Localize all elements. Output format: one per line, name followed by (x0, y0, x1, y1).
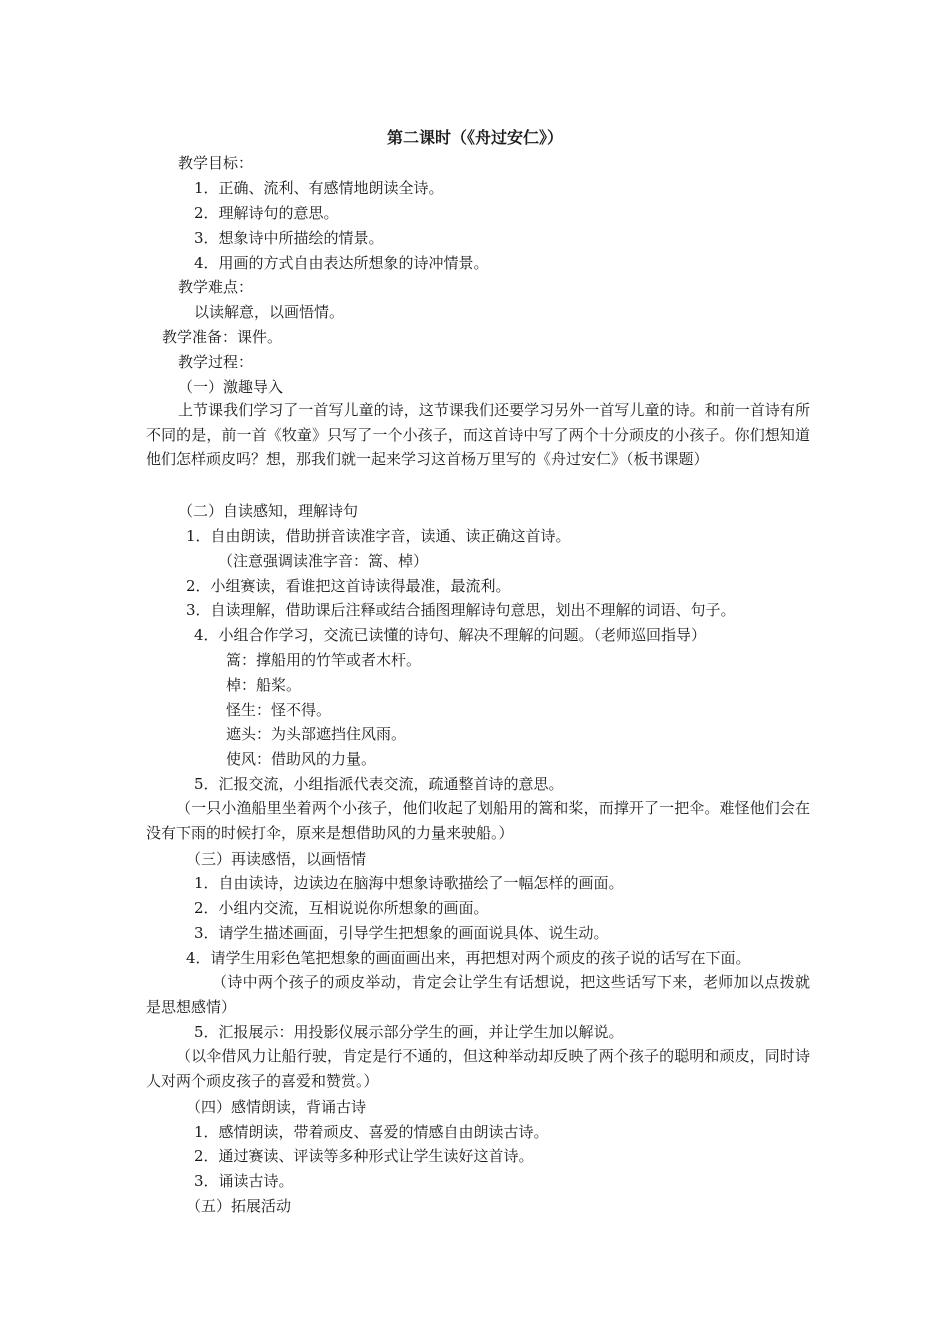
intro-paragraph: 上节课我们学习了一首写儿童的诗，这节课我们还要学习另外一首写儿童的诗。和前一首诗有所不同的是，前一首《牧童》只写了一个小孩子，而这首诗中写了两个十分顽皮的小孩子。你们想知道他们怎样顽皮吗？想，那我们就一起来学习这首杨万里写的《舟过安仁》（板书课题） (146, 401, 810, 469)
glossary-item: 怪生：怪不得。 (226, 701, 332, 719)
step-item: 3．诵读古诗。 (194, 1172, 294, 1190)
step-item: 1．自由朗读，借助拼音读准字音，读通、读正确这首诗。 (186, 527, 571, 545)
objective-item: 1．正确、流利、有感情地朗读全诗。 (194, 179, 444, 197)
section-heading: （四）感情朗读，背诵古诗 (186, 1098, 367, 1116)
objectives-heading: 教学目标： (178, 154, 254, 172)
preparation-text: 教学准备：课件。 (162, 328, 283, 346)
step-item: 4．请学生用彩色笔把想象的画面画出来，再把想对两个顽皮的孩子说的话写在下面。 (186, 949, 751, 967)
step-item: 3．自读理解，借助课后注释或结合插图理解诗句意思，划出不理解的词语、句子。 (186, 601, 736, 619)
objective-item: 3．想象诗中所描绘的情景。 (194, 229, 384, 247)
step-item: 5．汇报交流，小组指派代表交流，疏通整首诗的意思。 (194, 775, 564, 793)
difficulty-heading: 教学难点： (178, 278, 254, 296)
process-heading: 教学过程： (178, 353, 254, 371)
glossary-item: 篙：撑船用的竹竿或者木杆。 (226, 651, 422, 669)
step-item: 2．通过赛读、评读等多种形式让学生读好这首诗。 (194, 1147, 534, 1165)
section-heading: （五）拓展活动 (186, 1197, 292, 1215)
step-item: 1．感情朗读，带着顽皮、喜爱的情感自由朗读古诗。 (194, 1123, 549, 1141)
objective-item: 2．理解诗句的意思。 (194, 204, 339, 222)
step-item: 5．汇报展示：用投影仪展示部分学生的画，并让学生加以解说。 (194, 1023, 624, 1041)
summary-paragraph: （一只小渔船里坐着两个小孩子，他们收起了划船用的篙和桨，而撑开了一把伞。难怪他们会在没有下雨的时候打伞，原来是想借助风的力量来驶船。） (146, 799, 810, 842)
section-heading: （一）激趣导入 (178, 378, 284, 396)
summary-paragraph: （以伞借风力让船行驶，肯定是行不通的，但这种举动却反映了两个孩子的聪明和顽皮，同时诗人对两个顽皮孩子的喜爱和赞赏。） (146, 1047, 810, 1090)
step-item: 3．请学生描述画面，引导学生把想象的画面说具体、说生动。 (194, 924, 609, 942)
step-item: 4．小组合作学习，交流已读懂的诗句、解决不理解的问题。（老师巡回指导） (194, 626, 707, 644)
difficulty-text: 以读解意，以画悟情。 (194, 303, 345, 321)
step-item: 2．小组内交流，互相说说你所想象的画面。 (194, 899, 489, 917)
section-heading: （二）自读感知，理解诗句 (178, 502, 359, 520)
step-item: 1．自由读诗，边读边在脑海中想象诗歌描绘了一幅怎样的画面。 (194, 874, 624, 892)
glossary-item: 棹：船桨。 (226, 676, 302, 694)
step-item: 2．小组赛读，看谁把这首诗读得最准，最流利。 (186, 577, 511, 595)
step-note-paragraph: （诗中两个孩子的顽皮举动，肯定会让学生有话想说，把这些话写下来，老师加以点拨就是思想感情） (146, 973, 810, 1016)
page-title: 第二课时（《舟过安仁》） (386, 128, 563, 147)
step-note: （注意强调读准字音：篙、棹） (218, 552, 429, 570)
objective-item: 4．用画的方式自由表达所想象的诗冲情景。 (194, 254, 489, 272)
glossary-item: 遮头：为头部遮挡住风雨。 (226, 725, 407, 743)
section-heading: （三）再读感悟，以画悟情 (186, 850, 367, 868)
glossary-item: 使风：借助风的力量。 (226, 750, 377, 768)
